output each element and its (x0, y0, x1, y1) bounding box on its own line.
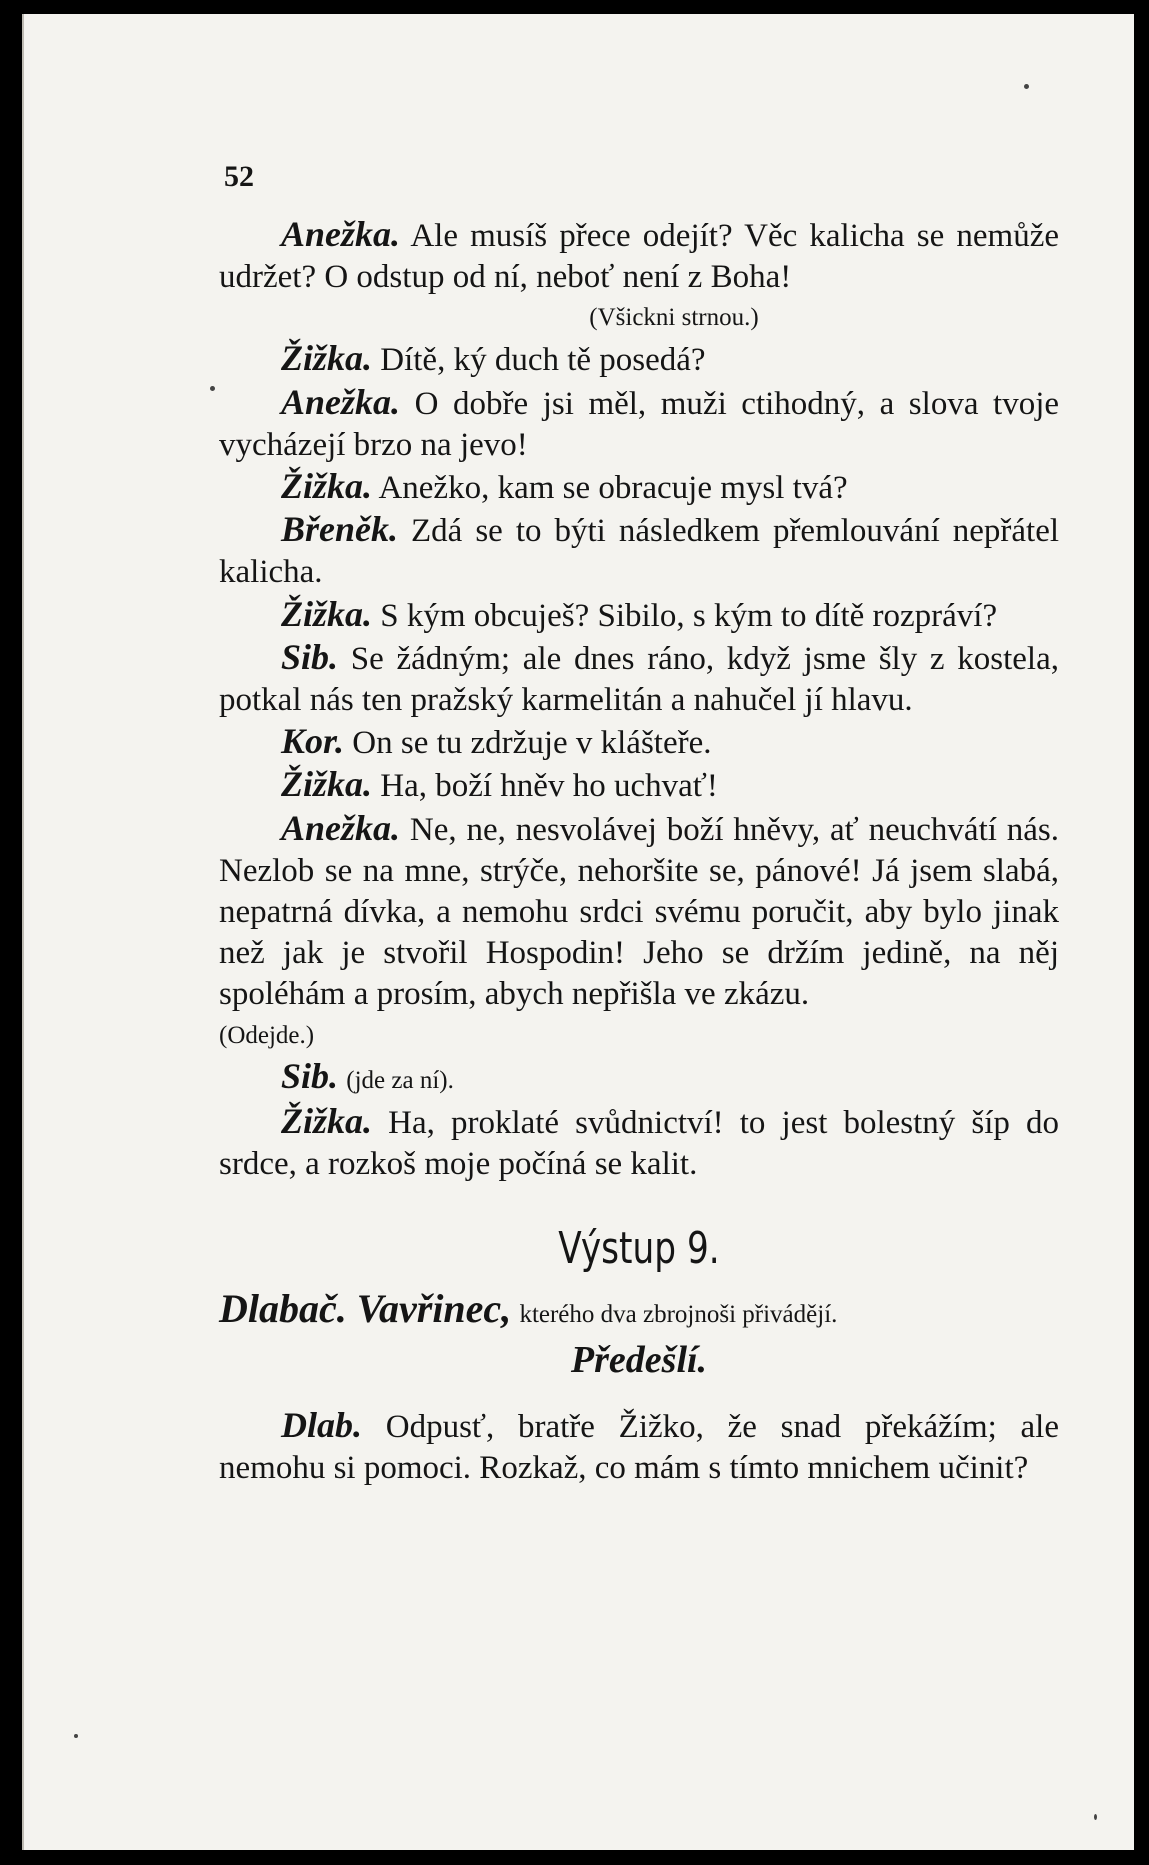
dialogue-line (219, 721, 1059, 764)
speaker-name: Žižka. (281, 466, 373, 507)
speaker-name: Anežka. (281, 214, 401, 254)
dialogue-text: Odpusť, bratře Žižko, že snad překážím; ale nemohu si pomoci. Rozkaž, co mám s tímto mnichem učinit? (219, 1409, 1059, 1487)
dialogue-text: On se tu zdržuje v klášteře. (352, 725, 712, 762)
scene-title: Výstup 9. (558, 1223, 720, 1275)
dialogue-text: Ha, boží hněv ho uchvať! (380, 768, 718, 805)
speaker-name: Kor. (281, 721, 345, 762)
speaker-name: Dlab. (281, 1405, 362, 1446)
page-text (219, 214, 1059, 1490)
dialogue-text: Anežko, kam se obracuje mysl tvá? (378, 470, 848, 507)
character-others: Předešlí. (570, 1339, 708, 1382)
dialogue-text: Ne, ne, nesvolávej boží hněvy, ať neuchvátí nás. Nezlob se na mne, strýče, nehoršite se, pánové! Já jsem slabá, nepatrná dívka, a nemohu srdci svému poručit, aby bylo jinak než jak je stvořil Hospodin! Jeho se držím jedině, na něj spoléhám a prosím, abych nepřišla ve zkázu. (219, 811, 1060, 1013)
dialogue-line (219, 594, 1059, 637)
dialogue-line (219, 808, 1059, 1016)
speaker-name: Žižka. (281, 593, 373, 634)
page-number: 52 (224, 160, 254, 193)
stage-direction: (Odejde.) (219, 1021, 315, 1049)
dust-speck (74, 1734, 78, 1738)
dialogue-text: Se žádným; ale dnes ráno, když jsme šly z kostela, potkal nás ten pražský karmelitán a nahučel jí hlavu. (219, 640, 1059, 719)
dialogue-line (219, 338, 1059, 381)
dust-speck (1024, 84, 1029, 89)
book-page (22, 14, 1134, 1850)
speaker-name: Žižka. (281, 1100, 373, 1141)
character-list (219, 1287, 1059, 1337)
dialogue-text: Ale musíš přece odejít? Věc kalicha se nemůže udržet? O odstup od ní, neboť není z Boha! (219, 218, 1059, 296)
speaker-name: Břeněk. (281, 509, 398, 550)
dialogue-line (219, 509, 1059, 593)
dialogue-text: Ha, proklaté svůdnictví! to jest bolestný šíp do srdce, a rozkoš moje počíná se kalit. (219, 1104, 1059, 1183)
dialogue-line (219, 764, 1059, 807)
speaker-name: Sib. (281, 636, 339, 677)
dialogue-line (219, 637, 1059, 721)
dialogue-line (219, 382, 1059, 466)
character-names: Dlabač. Vavřinec, (219, 1286, 512, 1332)
dialogue-line (219, 1405, 1059, 1489)
speaker-name: Žižka. (281, 338, 373, 379)
dialogue-text: O dobře jsi měl, muži ctihodný, a slova tvoje vycházejí brzo na jevo! (219, 385, 1060, 463)
dialogue-line (219, 466, 1059, 509)
dialogue-text: Dítě, ký duch tě posedá? (380, 342, 706, 379)
speaker-name: Žižka. (281, 764, 373, 805)
dialogue-line (219, 214, 1059, 298)
speaker-name: Anežka. (281, 381, 401, 422)
speaker-name: Sib. (281, 1055, 339, 1096)
character-description: kterého dva zbrojnoši přivádějí. (519, 1301, 838, 1329)
dialogue-line (219, 1056, 1059, 1101)
stage-direction: (Všickni strnou.) (589, 304, 759, 332)
dialogue-line (219, 1101, 1059, 1185)
speaker-name: Anežka. (281, 807, 401, 848)
dust-speck (210, 386, 215, 391)
dialogue-text: Zdá se to býti následkem přemlouvání nepřátel kalicha. (219, 513, 1060, 591)
dialogue-text: S kým obcuješ? Sibilo, s kým to dítě rozpráví? (380, 597, 998, 634)
inline-stage-direction: (jde za ní). (346, 1066, 454, 1094)
dust-speck (1094, 1814, 1097, 1820)
